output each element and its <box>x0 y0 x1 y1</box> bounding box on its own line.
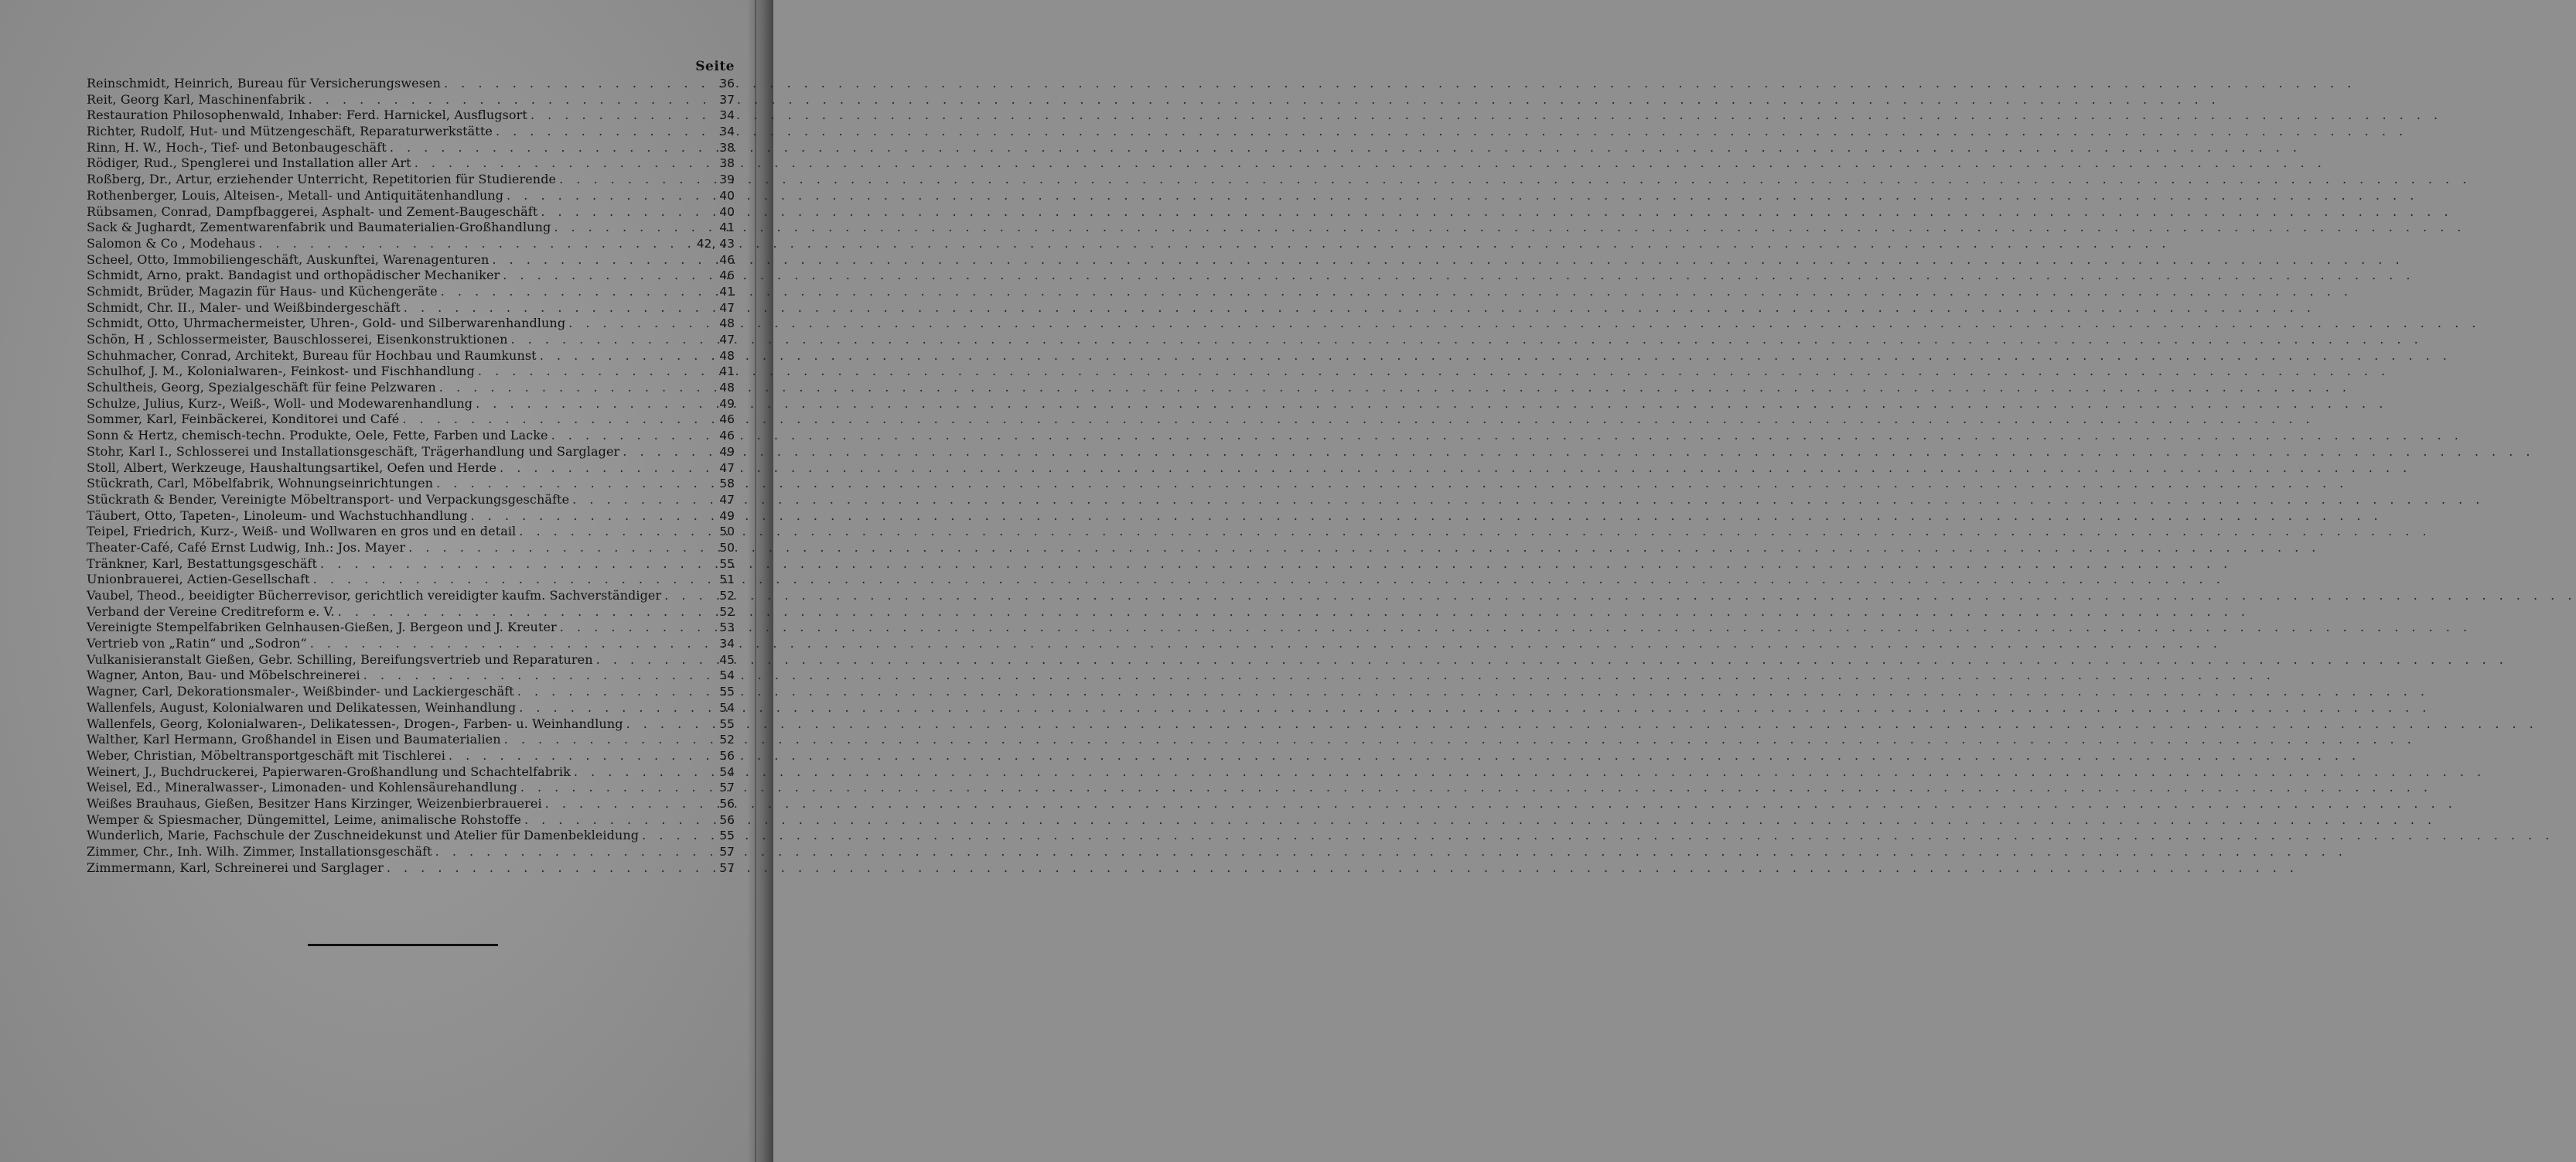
entry-page-number: 57 <box>719 781 735 795</box>
entry-name: Stückrath & Bender, Vereinigte Möbeltransport- und Verpackungsgeschäfte <box>87 491 570 507</box>
dot-leader <box>402 412 715 428</box>
entry-name: Zimmermann, Karl, Schreinerei und Sarglager <box>87 860 384 875</box>
entry-name: Schmidt, Otto, Uhrmachermeister, Uhren-, Gold- und Silberwarenhandlung <box>87 316 566 331</box>
index-entry <box>87 428 735 444</box>
entry-page-number: 45 <box>719 652 735 667</box>
entry-page-number: 52 <box>719 733 735 747</box>
entry-name: Tränkner, Karl, Bestattungsgeschäft <box>87 555 318 571</box>
entry-page-number: 53 <box>719 620 735 635</box>
entry-name: Vereinigte Stempelfabriken Gelnhausen-Gießen, J. Bergeon und J. Kreuter <box>87 620 557 635</box>
index-entry <box>87 380 735 396</box>
entry-page-number: 54 <box>719 700 735 715</box>
dot-leader <box>387 860 715 877</box>
dot-leader <box>560 620 715 636</box>
index-entry <box>87 220 735 236</box>
entry-page-number: 48 <box>719 316 735 331</box>
entry-name: Stückrath, Carl, Möbelfabrik, Wohnungseinrichtungen <box>87 476 434 491</box>
entry-name: Rödiger, Rud., Spenglerei und Installation aller Art <box>87 156 411 171</box>
entry-name: Restauration Philosophenwald, Inhaber: Ferd. Harnickel, Ausflugsort <box>87 108 527 123</box>
index-entry <box>87 700 735 716</box>
entry-name: Stoll, Albert, Werkzeuge, Haushaltungsartikel, Oefen und Herde <box>87 460 497 475</box>
entry-name: Vulkanisieranstalt Gießen, Gebr. Schilling, Bereifungsvertrieb und Reparaturen <box>87 651 593 667</box>
dot-leader <box>551 428 715 444</box>
entry-name: Roßberg, Dr., Artur, erziehender Unterricht, Repetitorien für Studierende <box>87 172 557 187</box>
entry-page-number: 49 <box>719 508 735 523</box>
entry-page-number: 48 <box>719 348 735 363</box>
entry-name: Rothenberger, Louis, Alteisen-, Metall- und Antiquitätenhandlung <box>87 187 504 203</box>
entry-page-number: 56 <box>719 796 735 811</box>
entry-page-number: 58 <box>719 477 735 491</box>
entry-name: Wunderlich, Marie, Fachschule der Zuschneidekunst und Atelier für Damenbekleidung <box>87 828 640 843</box>
entry-name: Wagner, Anton, Bau- und Möbelschreinerei <box>87 668 360 683</box>
index-entry <box>87 140 735 156</box>
entry-name: Vaubel, Theod., beeidigter Bücherrevisor, gerichtlich vereidigter kaufm. Sachverständiger <box>87 588 662 603</box>
entry-page-number: 57 <box>719 860 735 875</box>
entry-name: Schulze, Julius, Kurz-, Weiß-, Woll- und Modewarenhandlung <box>87 395 473 411</box>
entry-page-number: 34 <box>719 125 735 139</box>
entry-page-number: 52 <box>719 589 735 603</box>
dot-leader <box>320 556 715 572</box>
index-entry <box>87 316 735 332</box>
entry-page-number: 41 <box>719 220 735 235</box>
entry-name: Walther, Karl Hermann, Großhandel in Eisen und Baumaterialien <box>87 732 501 747</box>
entry-page-number: 51 <box>719 572 735 587</box>
index-entry <box>87 604 735 620</box>
entry-name: Unionbrauerei, Actien-Gesellschaft <box>87 572 310 587</box>
entry-page-number: 41 <box>719 284 735 299</box>
dot-leader <box>545 796 715 812</box>
entry-name: Reit, Georg Karl, Maschinenfabrik <box>87 91 305 107</box>
dot-leader <box>338 604 715 620</box>
entry-page-number: 34 <box>719 637 735 651</box>
entry-page-number: 55 <box>719 829 735 843</box>
entry-page-number: 47 <box>719 333 735 347</box>
index-entry <box>87 652 735 668</box>
dot-leader <box>572 492 715 508</box>
entry-page-number: 40 <box>719 204 735 219</box>
dot-leader <box>531 108 715 124</box>
index-entry <box>87 76 735 92</box>
entry-page-number: 48 <box>719 381 735 395</box>
dot-leader <box>517 684 715 700</box>
entry-name: Theater-Café, Café Ernst Ludwig, Inh.: Jos. Mayer <box>87 539 406 555</box>
entry-page-number: 55 <box>719 685 735 699</box>
entry-page-number: 56 <box>719 812 735 827</box>
index-entry <box>87 396 735 412</box>
dot-leader <box>504 732 715 748</box>
dot-leader <box>559 172 715 188</box>
entry-name: Wallenfels, Georg, Kolonialwaren-, Delikatessen-, Drogen-, Farben- u. Weinhandlung <box>87 716 623 731</box>
index-entry <box>87 524 735 540</box>
entry-page-number: 46 <box>719 429 735 443</box>
index-entry <box>87 620 735 636</box>
index-entry <box>87 572 735 588</box>
entry-name: Wemper & Spiesmacher, Düngemittel, Leime, animalische Rohstoffe <box>87 812 521 827</box>
entry-page-number: 46 <box>719 268 735 283</box>
entry-page-number: 36 <box>719 77 735 91</box>
entry-page-number: 38 <box>719 140 735 155</box>
entry-page-number: 54 <box>719 764 735 779</box>
index-entry <box>87 540 735 556</box>
index-entry <box>87 844 735 860</box>
entry-name: Weinert, J., Buchdruckerei, Papierwaren-Großhandlung und Schachtelfabrik <box>87 764 571 779</box>
dot-leader <box>626 716 715 733</box>
entry-page-number: 47 <box>719 492 735 507</box>
dot-leader <box>623 444 715 460</box>
index-entry <box>87 460 735 477</box>
index-entry <box>87 508 735 525</box>
entry-name: Sonn & Hertz, chemisch-techn. Produkte, Oele, Fette, Farben und Lacke <box>87 428 548 443</box>
dot-leader <box>470 508 715 525</box>
index-entry <box>87 364 735 380</box>
dot-leader <box>435 844 715 860</box>
index-entry <box>87 412 735 428</box>
dot-leader <box>541 204 715 220</box>
index-entry <box>87 92 735 108</box>
index-entry <box>87 796 735 812</box>
dot-leader <box>309 92 715 108</box>
dot-leader <box>503 268 715 284</box>
entry-page-number: 49 <box>719 396 735 411</box>
entry-name: Zimmer, Chr., Inh. Wilh. Zimmer, Installationsgeschäft <box>87 844 432 859</box>
index-entry <box>87 556 735 572</box>
entry-page-number: 52 <box>719 604 735 619</box>
index-entry <box>87 748 735 764</box>
index-entry <box>87 348 735 364</box>
entry-page-number: 46 <box>719 412 735 427</box>
entry-page-number: 55 <box>719 556 735 571</box>
entry-name: Weber, Christian, Möbeltransportgeschäft mit Tischlerei <box>87 747 445 763</box>
dot-leader <box>404 300 715 316</box>
entry-name: Rübsamen, Conrad, Dampfbaggerei, Asphalt- und Zement-Baugeschäft <box>87 203 538 219</box>
index-entry <box>87 636 735 652</box>
entry-name: Weisel, Ed., Mineralwasser-, Limonaden- und Kohlensäurehandlung <box>87 780 517 795</box>
entry-name: Salomon & Co , Modehaus <box>87 235 256 251</box>
entry-name: Stohr, Karl I., Schlosserei und Installationsgeschäft, Trägerhandlung und Sarglager <box>87 443 620 459</box>
entry-name: Teipel, Friedrich, Kurz-, Weiß- und Wollwaren en gros und en detail <box>87 524 517 539</box>
index-entry <box>87 236 735 252</box>
entry-page-number: 54 <box>719 668 735 683</box>
entry-name: Vertrieb von „Ratin“ und „Sodron“ <box>87 636 307 651</box>
entry-page-number: 41 <box>719 364 735 379</box>
dot-leader <box>492 252 715 268</box>
entry-page-number: 46 <box>719 252 735 267</box>
entry-name: Weißes Brauhaus, Gießen, Besitzer Hans Kirzinger, Weizenbierbrauerei <box>87 795 542 811</box>
dot-leader <box>313 572 715 588</box>
index-entry <box>87 444 735 460</box>
index-entry <box>87 732 735 748</box>
dot-leader <box>478 364 715 380</box>
index-entry <box>87 172 735 188</box>
entry-page-number: 40 <box>719 188 735 203</box>
dot-leader <box>510 332 715 348</box>
entry-page-number: 34 <box>719 108 735 123</box>
entry-name: Schuhmacher, Conrad, Architekt, Bureau für Hochbau und Raumkunst <box>87 347 537 363</box>
index-entry <box>87 588 735 604</box>
entry-page-number: 47 <box>719 300 735 315</box>
entry-name: Täubert, Otto, Tapeten-, Linoleum- und Wachstuchhandlung <box>87 508 468 523</box>
dot-leader <box>439 380 715 396</box>
dot-leader <box>449 748 715 764</box>
index-header <box>87 59 735 77</box>
dot-leader <box>310 636 715 652</box>
entry-name: Schulhof, J. M., Kolonialwaren-, Feinkost- und Fischhandlung <box>87 364 475 379</box>
dot-leader <box>500 460 715 477</box>
index-entry <box>87 860 735 877</box>
entry-name: Sommer, Karl, Feinbäckerei, Konditorei und Café <box>87 412 400 427</box>
entry-page-number: 42, 43 <box>696 236 735 251</box>
dot-leader <box>568 316 715 332</box>
dot-leader <box>363 668 715 684</box>
dot-leader <box>664 588 715 604</box>
dot-leader <box>390 140 715 156</box>
dot-leader <box>596 652 715 668</box>
dot-leader <box>436 476 715 492</box>
entry-name: Wallenfels, August, Kolonialwaren und Delikatessen, Weinhandlung <box>87 699 517 715</box>
dot-leader <box>524 812 715 829</box>
dot-leader <box>408 540 715 556</box>
entry-name: Schön, H , Schlossermeister, Bauschlosserei, Eisenkonstruktionen <box>87 332 508 347</box>
index-entry <box>87 668 735 684</box>
entry-page-number: 38 <box>719 156 735 171</box>
entry-name: Rinn, H. W., Hoch-, Tief- und Betonbaugeschäft <box>87 139 387 155</box>
index-entry <box>87 716 735 733</box>
dot-leader <box>519 700 715 716</box>
index-entry <box>87 268 735 284</box>
dot-leader <box>642 828 715 844</box>
index-entry <box>87 108 735 124</box>
dot-leader <box>496 124 715 140</box>
entry-page-number: 55 <box>719 716 735 731</box>
index-entry <box>87 828 735 844</box>
page-column-label: Seite <box>695 59 735 74</box>
index-list <box>87 76 735 876</box>
entry-name: Sack & Jughardt, Zementwarenfabrik und Baumaterialien-Großhandlung <box>87 220 551 235</box>
dot-leader <box>520 780 715 796</box>
index-entry <box>87 156 735 172</box>
index-entry <box>87 252 735 268</box>
entry-page-number: 50 <box>719 525 735 539</box>
entry-page-number: 50 <box>719 540 735 555</box>
entry-name: Verband der Vereine Creditreform e. V. <box>87 603 335 619</box>
dot-leader <box>415 156 715 172</box>
dot-leader <box>444 76 715 92</box>
dot-leader <box>554 220 715 236</box>
end-rule-divider <box>308 944 498 946</box>
entry-name: Schmidt, Brüder, Magazin für Haus- und Küchengeräte <box>87 283 438 299</box>
entry-name: Richter, Rudolf, Hut- und Mützengeschäft, Reparaturwerkstätte <box>87 124 493 139</box>
entry-page-number: 47 <box>719 460 735 475</box>
document-page <box>0 0 773 1162</box>
entry-name: Schmidt, Arno, prakt. Bandagist und orthopädischer Mechaniker <box>87 268 500 283</box>
entry-page-number: 37 <box>719 92 735 107</box>
index-entry <box>87 684 735 700</box>
index-entry <box>87 188 735 204</box>
dot-leader <box>507 188 715 204</box>
index-entry <box>87 780 735 796</box>
dot-leader <box>519 524 715 540</box>
entry-name: Scheel, Otto, Immobiliengeschäft, Auskunftei, Warenagenturen <box>87 251 490 267</box>
dot-leader <box>476 396 715 412</box>
dot-leader <box>574 764 715 781</box>
entry-page-number: 49 <box>719 444 735 459</box>
index-entry <box>87 284 735 300</box>
dot-leader <box>258 236 693 252</box>
entry-page-number: 57 <box>719 845 735 859</box>
entry-name: Schultheis, Georg, Spezialgeschäft für feine Pelzwaren <box>87 380 436 395</box>
index-entry <box>87 492 735 508</box>
index-entry <box>87 204 735 220</box>
index-entry <box>87 300 735 316</box>
index-entry <box>87 764 735 781</box>
dot-leader <box>441 284 715 300</box>
dot-leader <box>540 348 715 364</box>
index-entry <box>87 124 735 140</box>
entry-name: Reinschmidt, Heinrich, Bureau für Versicherungswesen <box>87 76 441 91</box>
entry-page-number: 39 <box>719 173 735 187</box>
index-entry <box>87 476 735 492</box>
index-entry <box>87 812 735 829</box>
entry-name: Wagner, Carl, Dekorationsmaler-, Weißbinder- und Lackiergeschäft <box>87 684 514 699</box>
index-entry <box>87 332 735 348</box>
entry-page-number: 56 <box>719 748 735 763</box>
entry-name: Schmidt, Chr. II., Maler- und Weißbindergeschäft <box>87 299 401 315</box>
